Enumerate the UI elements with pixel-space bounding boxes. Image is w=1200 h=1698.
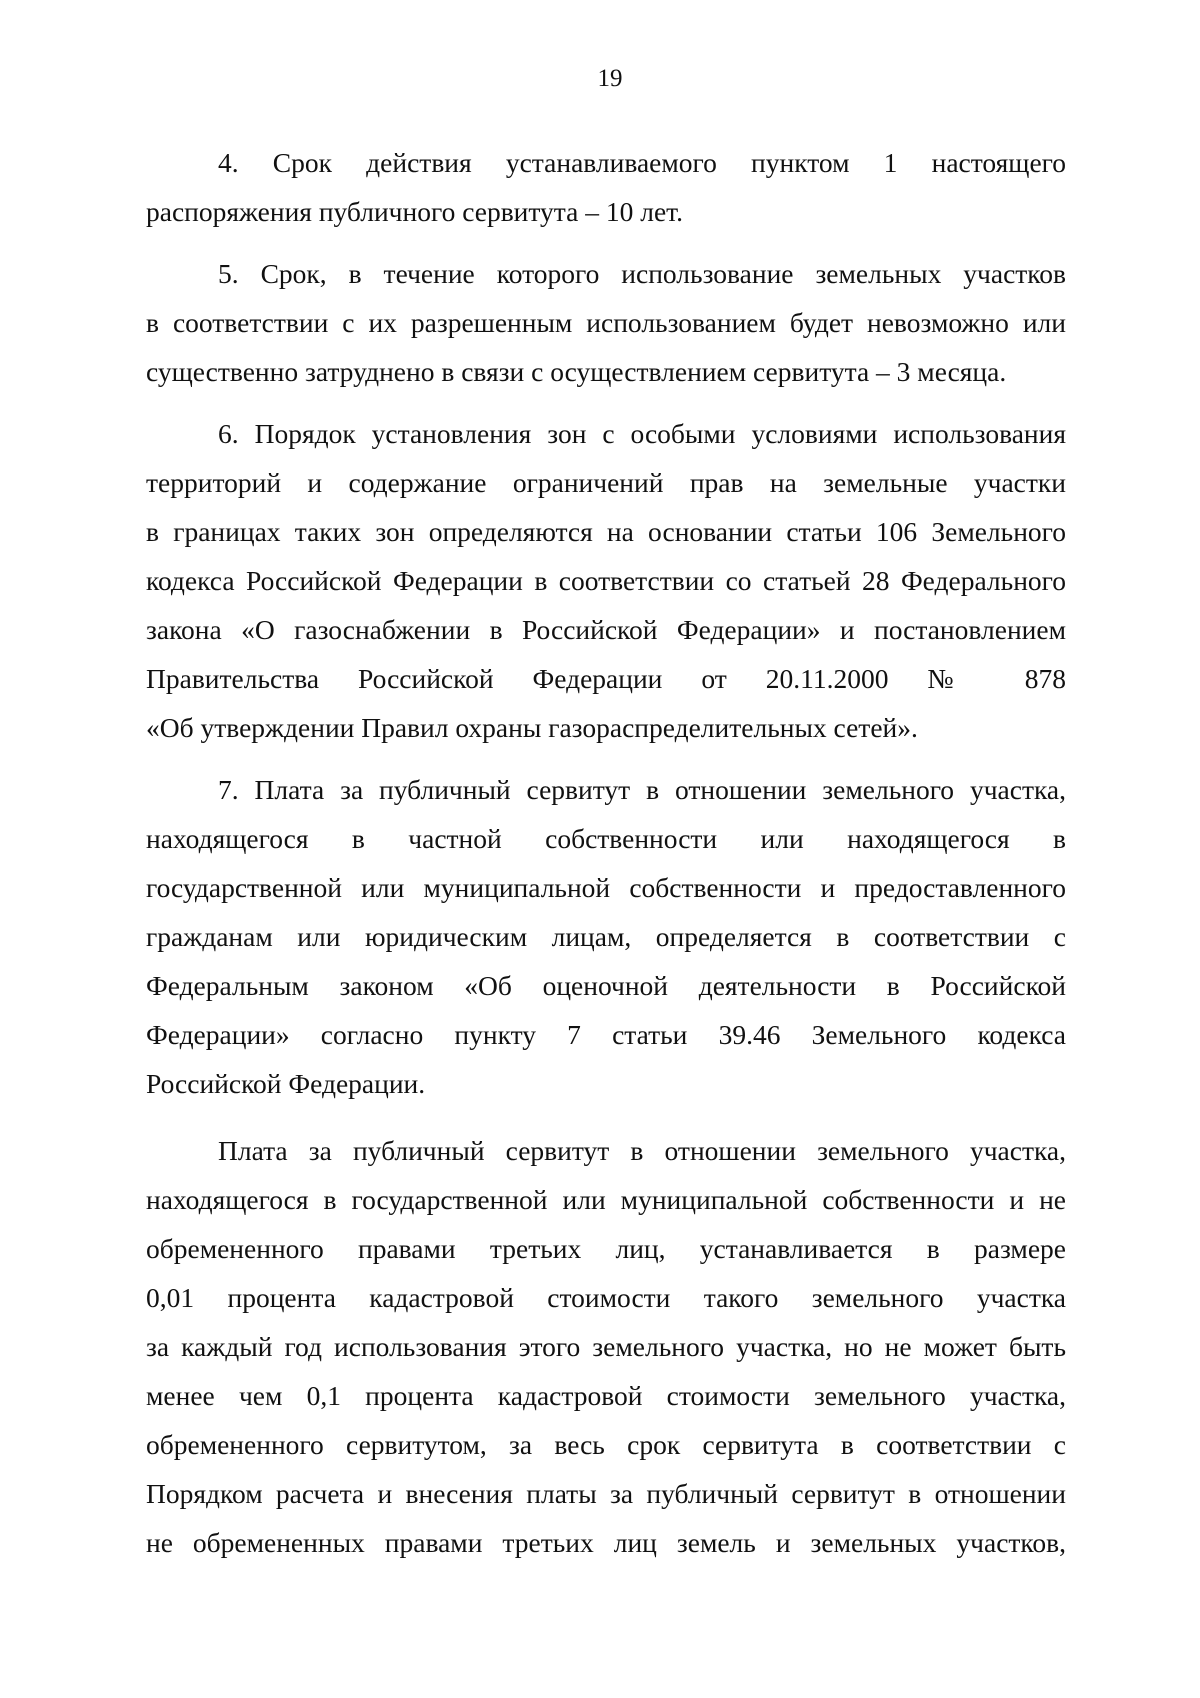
paragraph-line: гражданам или юридическим лицам, определяется в соответствии с <box>146 921 1066 952</box>
paragraph-line: 7. Плата за публичный сервитут в отношении земельного участка, <box>218 774 1066 805</box>
paragraph-line: в границах таких зон определяются на основании статьи 106 Земельного <box>146 516 1066 547</box>
paragraph-line: не обремененных правами третьих лиц земель и земельных участков, <box>146 1527 1066 1558</box>
paragraph-line: в соответствии с их разрешенным использованием будет невозможно или <box>146 307 1066 338</box>
paragraph-line: 5. Срок, в течение которого использование земельных участков <box>218 258 1066 289</box>
paragraph-line: менее чем 0,1 процента кадастровой стоимости земельного участка, <box>146 1380 1066 1411</box>
paragraph-4 <box>146 138 1066 236</box>
paragraph-line: распоряжения публичного сервитута – 10 лет. <box>146 196 683 227</box>
paragraph-line: государственной или муниципальной собственности и предоставленного <box>146 872 1066 903</box>
paragraph-6 <box>146 409 1066 752</box>
paragraph-5 <box>146 249 1066 396</box>
paragraph-line: территорий и содержание ограничений прав на земельные участки <box>146 467 1066 498</box>
paragraph-line: обремененного сервитутом, за весь срок сервитута в соответствии с <box>146 1429 1066 1460</box>
paragraph-line: Правительства Российской Федерации от 20.11.2000 № 878 <box>146 663 1066 694</box>
document-body <box>146 138 1066 1567</box>
paragraph-line: за каждый год использования этого земельного участка, но не может быть <box>146 1331 1066 1362</box>
paragraph-line: Федеральным законом «Об оценочной деятельности в Российской <box>146 970 1066 1001</box>
paragraph-payment <box>146 1126 1066 1567</box>
paragraph-line: Плата за публичный сервитут в отношении земельного участка, <box>218 1135 1066 1166</box>
paragraph-7 <box>146 765 1066 1108</box>
page-number: 19 <box>597 65 623 92</box>
paragraph-line: Порядком расчета и внесения платы за публичный сервитут в отношении <box>146 1478 1066 1509</box>
paragraph-line: существенно затруднено в связи с осуществлением сервитута – 3 месяца. <box>146 356 1007 387</box>
paragraph-line: находящегося в частной собственности или находящегося в <box>146 823 1066 854</box>
paragraph-line: кодекса Российской Федерации в соответствии со статьей 28 Федерального <box>146 565 1066 596</box>
paragraph-line: Федерации» согласно пункту 7 статьи 39.46 Земельного кодекса <box>146 1019 1066 1050</box>
paragraph-line: находящегося в государственной или муниципальной собственности и не <box>146 1184 1066 1215</box>
paragraph-line: закона «О газоснабжении в Российской Федерации» и постановлением <box>146 614 1066 645</box>
paragraph-line: Российской Федерации. <box>146 1068 426 1099</box>
paragraph-line: 4. Срок действия устанавливаемого пунктом 1 настоящего <box>218 147 1066 178</box>
paragraph-line: обремененного правами третьих лиц, устанавливается в размере <box>146 1233 1066 1264</box>
paragraph-line: 0,01 процента кадастровой стоимости такого земельного участка <box>146 1282 1066 1313</box>
paragraph-line: 6. Порядок установления зон с особыми условиями использования <box>218 418 1066 449</box>
paragraph-line: «Об утверждении Правил охраны газораспределительных сетей». <box>146 712 918 743</box>
